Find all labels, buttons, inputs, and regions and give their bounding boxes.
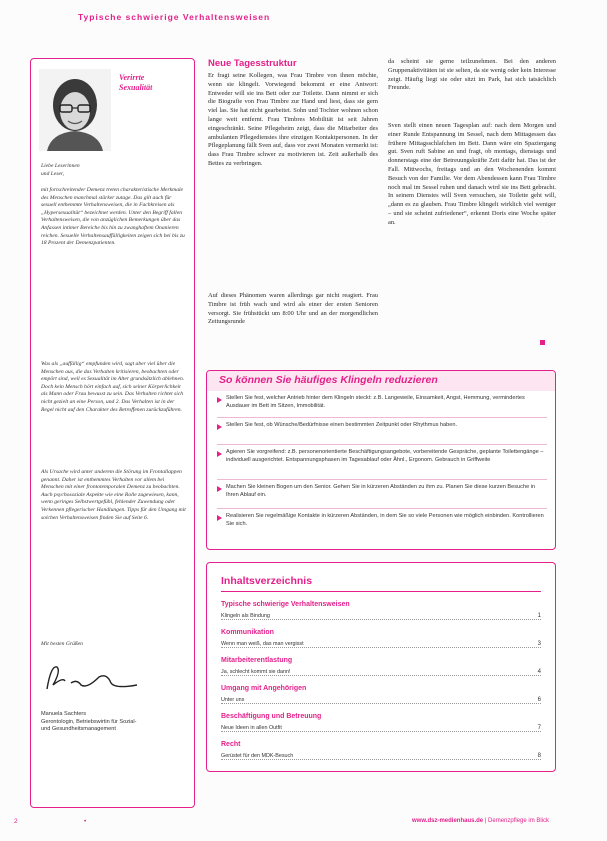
footer-info bbox=[412, 818, 549, 824]
toc-section-heading: Typische schwierige Verhaltensweisen bbox=[221, 601, 350, 608]
article-heading: Neue Tagesstruktur bbox=[208, 58, 297, 69]
article-col1-part2: Auf dieses Phänomen waren allerdings gar nicht reagiert. Frau Timbre ist früh wach und wird als einer der ersten Senioren versorgt. Sie frühstückt um 8:00 Uhr und an der morgendlichen Zeitungsrunde bbox=[208, 292, 378, 326]
editorial-closing: Mit besten Grüßen bbox=[41, 641, 83, 647]
footer-url[interactable]: www.dsz-medienhaus.de bbox=[412, 818, 484, 824]
running-head: Typische schwierige Verhaltensweisen bbox=[78, 12, 271, 22]
footer-magazine: Demenzpflege im Blick bbox=[488, 818, 550, 824]
toc-entry-page: 1 bbox=[537, 613, 541, 619]
signer-block bbox=[41, 711, 191, 734]
editorial-paragraph-3: Als Ursache wird unter anderem die Störung im Frontallappen genannt. Daher ist enthemmtes Verhalten vor allem bei Menschen mit einer frontotemporalen Demenz zu beobachten. Auch psychosoziale Aspekte wie eine Rolle zugewiesen, kann, wenn geringes Selbstwertgefühl, fehlender Zuwendung oder Verkennen pflegerischer Handlungen. Tipps für den Umgang mit solchen Verhaltensweisen finden Sie auf Seite 6. bbox=[41, 469, 186, 521]
toc-entry-label: Gerüstet für den MDK-Besuch bbox=[221, 753, 294, 759]
toc-section-heading: Umgang mit Angehörigen bbox=[221, 685, 307, 692]
tag-line-1: Verirrte bbox=[119, 73, 145, 82]
toc-entry-label: Neue Ideen in allen Outfit bbox=[221, 725, 282, 731]
editorial-paragraph-1: mit fortschreitender Demenz treten charakteristische Merkmale des Menschen manchmal stärker zutage. Das gilt auch für sexuell enthemmte Verhaltensweisen, die in Fachkreisen als „Hypersexualität“ bezeichnet werden. Unter den Begriff fallen Verhaltensweisen, die von anzüglichen Bemerkungen über das Anfassen intimer Bereiche bis hin zu zwanghaftem Onanieren reichen. Sexuelle Verhaltensauffälligkeiten zeigen sich bei bis zu 18 Prozent der Demenzpatienten. bbox=[41, 187, 185, 247]
toc-entry[interactable] bbox=[221, 613, 541, 620]
tip-text: Stellen Sie fest, ob Wünsche/Bedürfnisse einen bestimmten Zeitpunkt oder Rhythmus haben. bbox=[226, 422, 458, 428]
toc-entry-label: Unter uns bbox=[221, 697, 245, 703]
article-col2-part2: Sven stellt einen neuen Tagesplan auf: nach dem Morgen und einer Runde Entspannung im Sessel, nach dem Mittagessen das frühere Mittagsschlafchen im Bett. Dann wäre ein Spaziergang gut. Sven ruft Sabine an und fragt, ob montags, dienstags und donnerstags eine der Betreuungskräfte Zeit dafür hat. Das ist der Fall. Mittwochs, freitags und an den Wochenenden kommt Besuch von der Familie. Vor dem Abendessen kann Frau Timbre noch mal im Sessel ruhen und danach wird sie ins Bett gebracht. In seinem Dienstes will Sven versuchen, sie Toilette geht will, „dann es zu glauben. Frau Timbre klingelt wirklich viel weniger – und sie scheint zufriedener“, erkennt Doris eine Woche später an. bbox=[388, 122, 556, 226]
editorial-paragraph-2: Was als „auffällig“ empfunden wird, sagt aber viel über die Menschen aus, die das Verhalten kritisieren, beobachten oder empört sind, weil es Sexualität im Alter grundsätzlich ablehnen. Doch kein Mensch hört einfach auf, sich seiner Körperlichkeit als Mann oder Frau bewusst zu sein. Das Verhalten richtet sich nicht gezielt an eine Person, und 2. Das Verhalten ist in der Regel nicht auf den Charakter des Betroffenen zurückzuführen. bbox=[41, 361, 185, 413]
toc-section-heading: Kommunikation bbox=[221, 629, 274, 636]
article-col2-part1: da scheint sie gerne teilzunehmen. Bei den anderen Gruppenaktivitäten ist sie selten, da sie wenig oder kein Interesse zeigt. Häufig liegt sie oder sitzt im Park, hat sich tatsächlich Freunde. bbox=[388, 58, 556, 92]
tip-text: Realisieren Sie regelmäßige Kontakte in kürzeren Abständen, in dem Sie so viele Personen wie möglich einbinden. Kontrollieren Sie sich. bbox=[226, 513, 544, 527]
tips-box bbox=[206, 370, 556, 550]
tip-divider bbox=[217, 417, 547, 418]
toc-entry-label: Wenn man weiß, das man vergisst bbox=[221, 641, 304, 647]
tip-text: Machen Sie kleinen Bogen um den Senior. Gehen Sie in kürzeren Abständen zu ihm zu. Planen Sie diese kurzen Besuche in Ihren Ablauf ein. bbox=[226, 484, 536, 498]
editorial-tag bbox=[119, 73, 152, 93]
tip-divider bbox=[217, 508, 547, 509]
article-col1-part1: Er fragt seine Kollegen, was Frau Timbre von ihnen möchte, wenn sie klingelt. Vorwiegend bekommt er eine Antwort: Entweder will sie ins Bett oder zur Toilette. Dann nimmt er sich die Biografie von Frau Timbre zur Hand und liest, dass sie gern viel las. Sie hat nicht gearbeitet. Sohn und Tochter wohnen schon lange weit entfernt. Frau Timbres Mobilität ist seit Jahren eingeschränkt. Seine Pflegeheim zeigt, dass die Mitarbeiter des ambulanten Pflegedienstes ihre einzigen Kontaktpersonen. In der Pflegeplanung fällt Sven auf, dass vor zwei Monaten vermerkt ist: dass Frau Timbre schwer zu motivieren ist. Zeit außerhalb des Bettes zu verbringen. bbox=[208, 72, 378, 167]
footer-mark: • bbox=[84, 818, 87, 825]
toc-entry[interactable] bbox=[221, 669, 541, 676]
triangle-bullet-icon bbox=[217, 424, 222, 430]
tip-text: Stellen Sie fest, welcher Antrieb hinter dem Klingeln steckt: z.B. Langeweile, Einsamkeit, Angst, Hemmung, vermindertes Ausdauer im Bett im Sitzen, Immobilität. bbox=[226, 395, 525, 409]
author-photo bbox=[39, 69, 111, 151]
toc-entry-page: 3 bbox=[537, 641, 541, 647]
page-number: 2 bbox=[14, 818, 18, 825]
triangle-bullet-icon bbox=[217, 451, 222, 457]
toc-entry[interactable] bbox=[221, 641, 541, 648]
toc-entry[interactable] bbox=[221, 753, 541, 760]
triangle-bullet-icon bbox=[217, 515, 222, 521]
tip-text: Agieren Sie vorgreifend: z.B. personenorientierte Beschäftigungsangebote, vorbereitende Gespräche, geplante Toilettengänge – individuell ausgerichtet. Entspannungsphasen im Tagesablauf oder Ähnl., Ergonom. Gebrauch in Griffweite bbox=[226, 449, 544, 463]
editorial-box bbox=[30, 58, 195, 808]
signer-role-1: Gerontologin, Betriebswirtin für Sozial- bbox=[41, 718, 137, 725]
end-mark-icon bbox=[540, 340, 545, 345]
toc-entry-page: 4 bbox=[537, 669, 541, 675]
tag-line-2: Sexualität bbox=[119, 83, 153, 92]
triangle-bullet-icon bbox=[217, 486, 222, 492]
toc-entry-page: 6 bbox=[537, 697, 541, 703]
toc-entry[interactable] bbox=[221, 697, 541, 704]
signer-name: Manuela Sachters bbox=[41, 711, 87, 717]
toc-entry[interactable] bbox=[221, 725, 541, 732]
toc-entry-label: Klingeln als Bindung bbox=[221, 613, 270, 619]
tip-divider bbox=[217, 444, 547, 445]
signature bbox=[41, 659, 161, 699]
toc-entry-page: 7 bbox=[537, 725, 541, 731]
toc-section-heading: Recht bbox=[221, 741, 241, 748]
tips-box-header bbox=[207, 371, 555, 391]
signer-role-2: und Gesundheitsmanagement bbox=[41, 726, 116, 733]
toc-section-heading: Beschäftigung und Betreuung bbox=[221, 713, 322, 720]
toc-box bbox=[206, 562, 556, 772]
triangle-bullet-icon bbox=[217, 397, 222, 403]
footer-divider: | bbox=[484, 818, 487, 824]
toc-entry-label: Ja, schlecht kommt sie dann! bbox=[221, 669, 291, 675]
toc-rule bbox=[221, 591, 541, 592]
tip-divider bbox=[217, 479, 547, 480]
toc-entry-page: 8 bbox=[537, 753, 541, 759]
toc-title: Inhaltsverzeichnis bbox=[221, 575, 313, 587]
toc-section-heading: Mitarbeiterentlastung bbox=[221, 657, 293, 664]
tips-box-title: So können Sie häufiges Klingeln reduzieren bbox=[219, 374, 438, 386]
editorial-greeting: Liebe Leserinnen und Leser, bbox=[41, 163, 80, 177]
